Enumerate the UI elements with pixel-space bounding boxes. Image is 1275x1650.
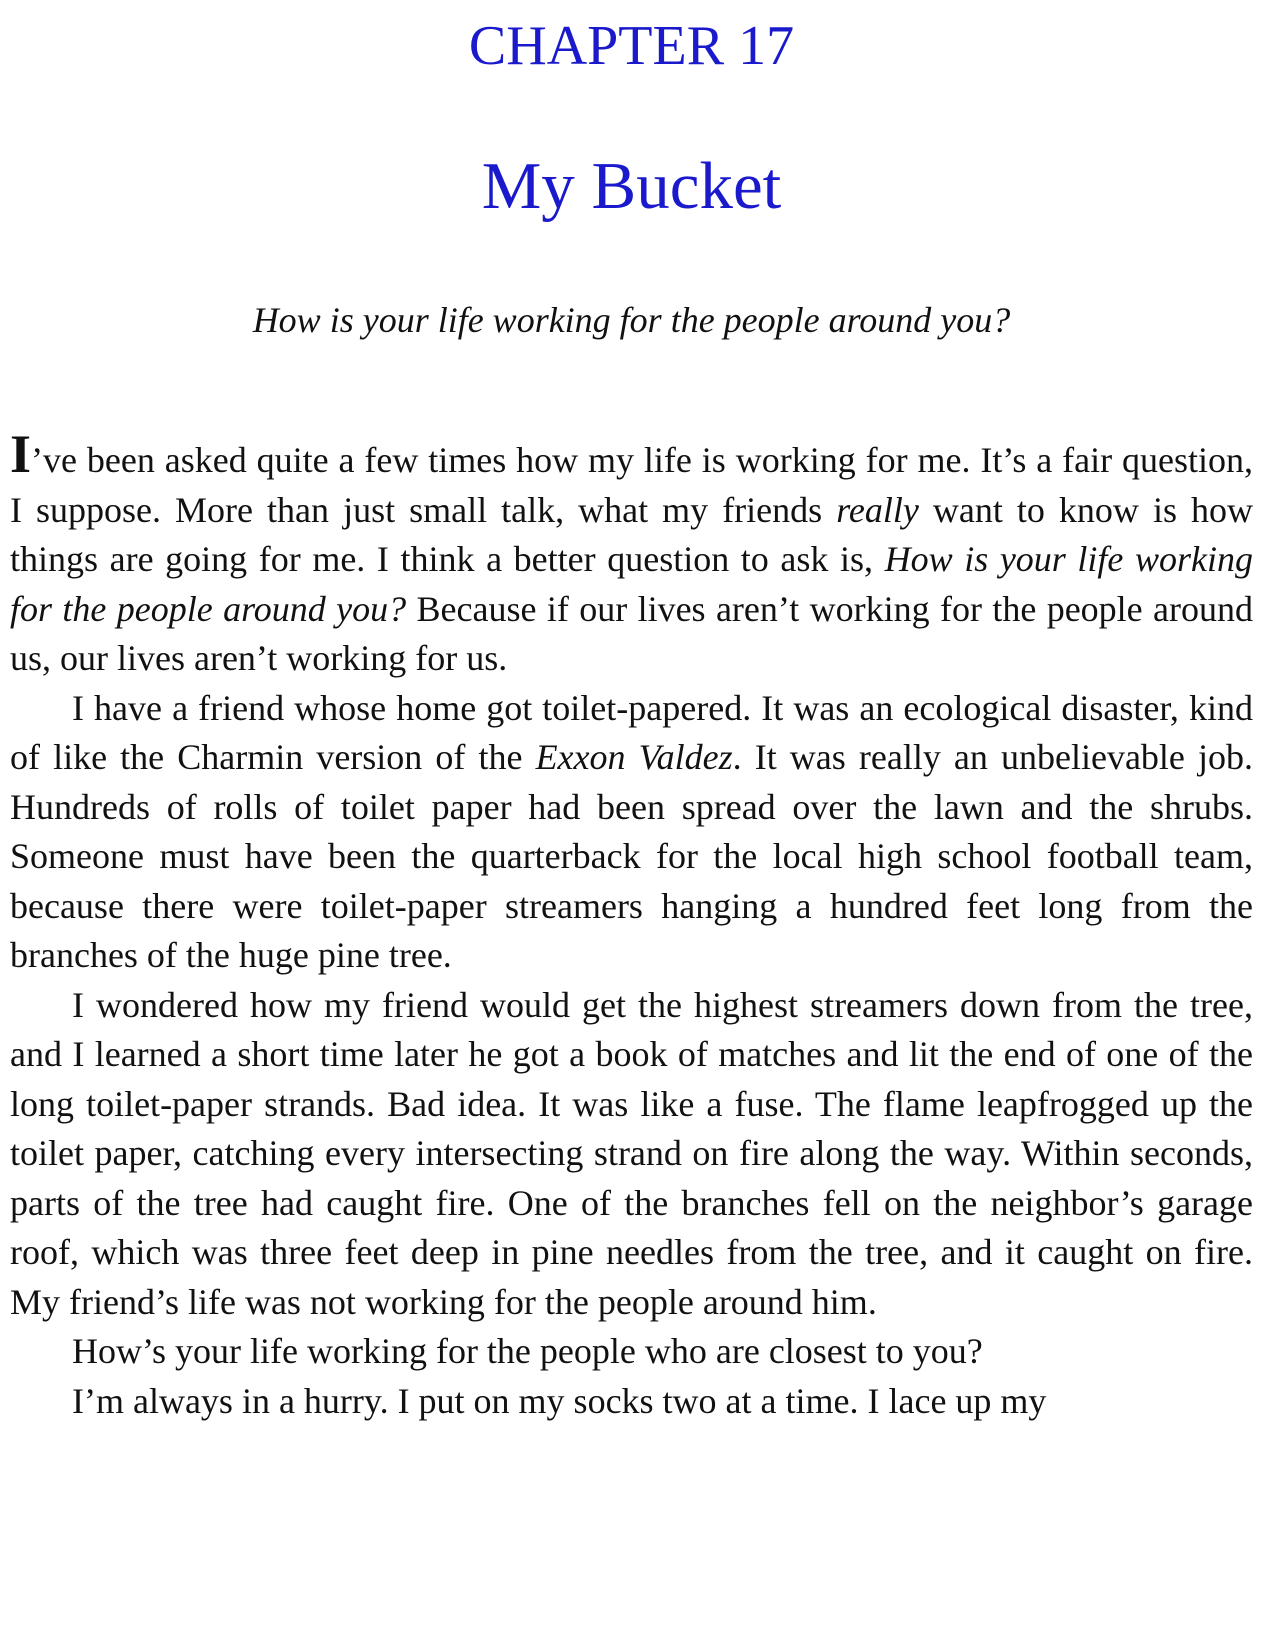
paragraph-1-question: How is your life working for the people around you? [10,539,1253,629]
paragraph-1-emphasis-really: really [836,489,919,530]
paragraph-2-text-b: . It was really an unbelievable job. Hundreds of rolls of toilet paper had been spread over the lawn and the shrubs. Someone must have been the quarterback for the local high school football team, because there were toilet-paper streamers hanging a hundred feet long from the branches of the huge pine tree. [10,737,1254,975]
paragraph-1-text-a: ’ve been asked quite a few times how my life is working for me. It’s a fair question, I suppose. More than just small talk, what my friends [10,440,1253,530]
paragraph-1-text-b: want to know is how things are going for me. I think a better question to ask is, [10,489,1253,579]
drop-cap: I [10,424,32,484]
paragraph-1 [10,424,1254,684]
paragraph-4: How’s your life working for the people who are closest to you? [72,1331,983,1371]
paragraph-2-ship-name: Exxon Valdez [535,737,733,777]
paragraph-3: I wondered how my friend would get the highest streamers down from the tree, and I learned a short time later he got a book of matches and lit the end of one of the long toilet-paper strands. Bad idea. It was like a fuse. The flame leapfrogged up the toilet paper, catching every intersecting strand on fire along the way. Within seconds, parts of the tree had caught fire. One of the branches fell on the neighbor’s garage roof, which was three feet deep in pine needles from the tree, and it caught on fire. My friend’s life was not working for the people around him. [10,984,1253,1322]
chapter-body [10,424,1254,1426]
paragraph-5: I’m always in a hurry. I put on my socks two at a time. I lace up my [72,1380,1047,1421]
chapter-title: My Bucket [481,149,782,223]
paragraph-2 [10,684,1253,981]
paragraph-1-text-c: Because if our lives aren’t working for the people around us, our lives aren’t working for us. [10,588,1254,678]
paragraph-2-text-a: I have a friend whose home got toilet-papered. It was an ecological disaster, kind of like the Charmin version of the [10,687,1253,777]
chapter-epigraph: How is your life working for the people around you? [252,300,1011,340]
book-page [10,0,1253,1650]
chapter-number: CHAPTER 17 [468,15,795,77]
